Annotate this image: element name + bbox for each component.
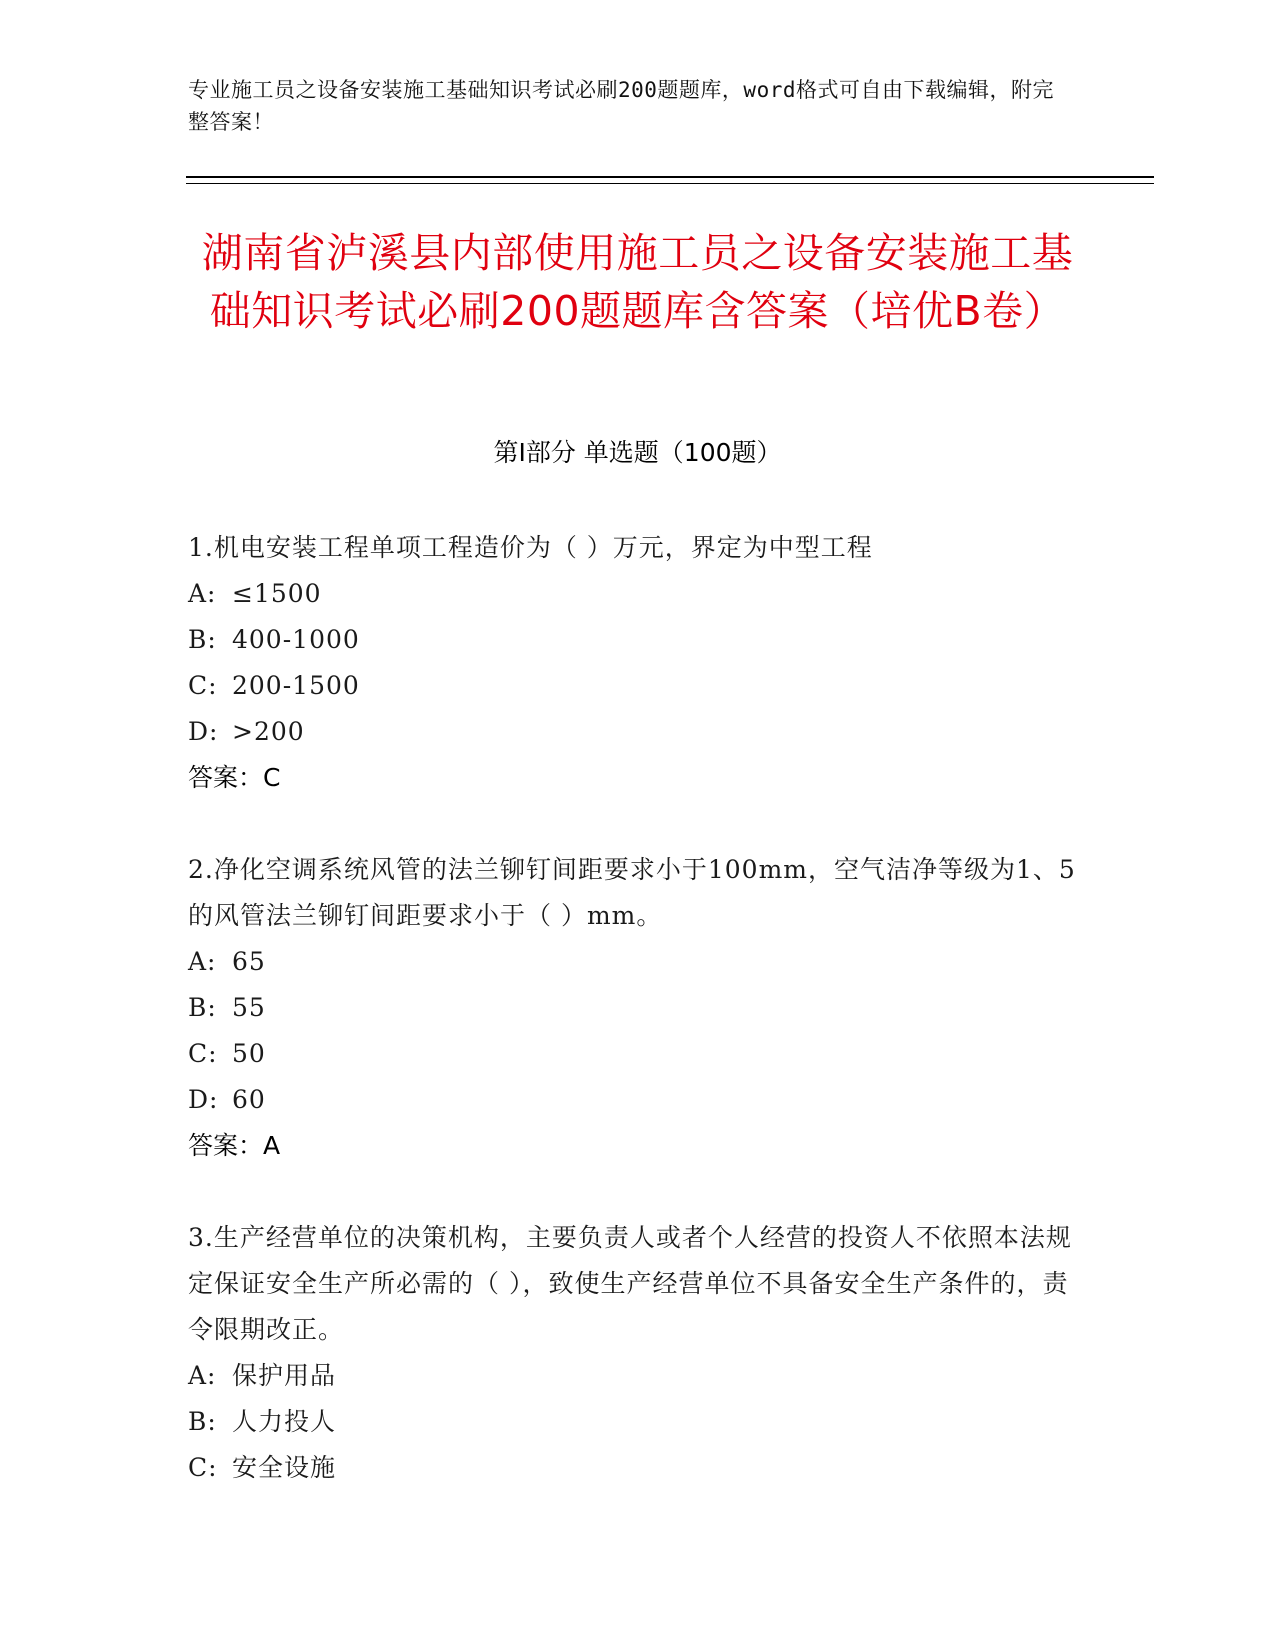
- question-1: [188, 525, 1093, 801]
- option-text: 50: [232, 1039, 266, 1068]
- option-text: 400-1000: [232, 625, 360, 654]
- option-text: 保护用品: [232, 1361, 337, 1390]
- option-c: [188, 1031, 1093, 1077]
- option-a: [188, 939, 1093, 985]
- option-key: D:: [188, 717, 219, 746]
- header-note: 专业施工员之设备安装施工基础知识考试必刷200题题库，word格式可自由下载编辑，附完整答案！: [188, 78, 1054, 134]
- question-text: 1.机电安装工程单项工程造价为（ ）万元，界定为中型工程: [188, 533, 873, 562]
- option-key: A:: [188, 1361, 217, 1390]
- option-text: 200-1500: [232, 671, 360, 700]
- option-key: B:: [188, 1407, 217, 1436]
- option-text: >200: [232, 717, 305, 746]
- option-text: 55: [232, 993, 266, 1022]
- question-text: 2.净化空调系统风管的法兰铆钉间距要求小于100mm，空气洁净等级为1、5的风管法兰铆钉间距要求小于（ ）mm。: [188, 855, 1076, 930]
- question-2: [188, 847, 1093, 1169]
- option-a: [188, 571, 1093, 617]
- header-rule-thick: [186, 176, 1154, 178]
- option-a: [188, 1353, 1093, 1399]
- option-text: ≤1500: [232, 579, 322, 608]
- option-key: B:: [188, 625, 217, 654]
- option-b: [188, 985, 1093, 1031]
- option-key: D:: [188, 1085, 219, 1114]
- option-d: [188, 1077, 1093, 1123]
- option-key: B:: [188, 993, 217, 1022]
- option-c: [188, 1445, 1093, 1491]
- option-text: 人力投人: [232, 1407, 337, 1436]
- question-list: [188, 525, 1093, 1537]
- option-d: [188, 709, 1093, 755]
- header-rule-thin: [186, 183, 1154, 184]
- option-key: A:: [188, 947, 217, 976]
- option-b: [188, 1399, 1093, 1445]
- section-title: 第Ⅰ部分 单选题（100题）: [493, 438, 782, 467]
- question-text: 3.生产经营单位的决策机构，主要负责人或者个人经营的投资人不依照本法规定保证安全生产所必需的（ ），致使生产经营单位不具备安全生产条件的，责令限期改正。: [188, 1223, 1072, 1344]
- option-c: [188, 663, 1093, 709]
- document-title: 湖南省泸溪县内部使用施工员之设备安装施工基础知识考试必刷200题题库含答案（培优B卷）: [201, 229, 1074, 335]
- option-text: 65: [232, 947, 266, 976]
- answer-line: 答案：A: [188, 1131, 281, 1160]
- option-key: C:: [188, 1453, 218, 1482]
- option-key: C:: [188, 671, 218, 700]
- question-3: [188, 1215, 1093, 1491]
- answer-line: 答案：C: [188, 763, 281, 792]
- option-text: 60: [232, 1085, 266, 1114]
- option-key: C:: [188, 1039, 218, 1068]
- option-b: [188, 617, 1093, 663]
- option-text: 安全设施: [232, 1453, 337, 1482]
- option-key: A:: [188, 579, 217, 608]
